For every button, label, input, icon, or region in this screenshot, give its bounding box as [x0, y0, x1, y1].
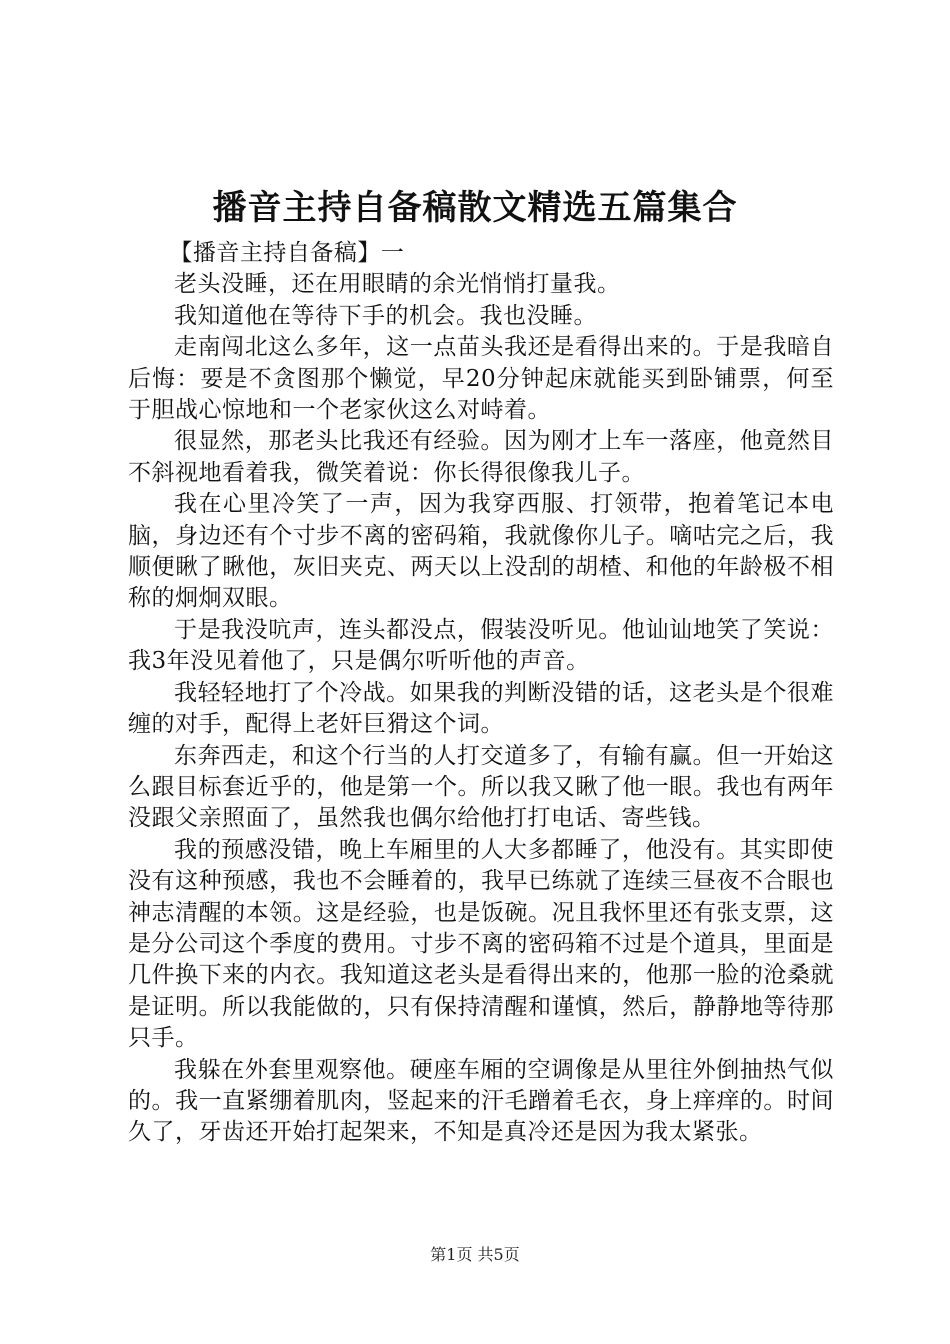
paragraph: 我在心里冷笑了一声，因为我穿西服、打领带，抱着笔记本电脑，身边还有个寸步不离的密码箱，我就像你儿子。嘀咕完之后，我顺便瞅了瞅他，灰旧夹克、两天以上没刮的胡楂、和他的年龄极不相称的炯炯双眼。 [128, 491, 834, 612]
paragraph: 我轻轻地打了个冷战。如果我的判断没错的话，这老头是个很难缠的对手，配得上老奸巨猾这个词。 [128, 679, 834, 738]
paragraph: 东奔西走，和这个行当的人打交道多了，有输有赢。但一开始这么跟目标套近乎的，他是第一个。所以我又瞅了他一眼。我也有两年没跟父亲照面了，虽然我也偶尔给他打打电话、寄些钱。 [128, 742, 834, 832]
section-label: 【播音主持自备稿】一 [169, 240, 405, 266]
document-title: 播音主持自备稿散文精选五篇集合 [212, 188, 738, 228]
page-footer [0, 1243, 950, 1267]
paragraph: 我知道他在等待下手的机会。我也没睡。 [174, 302, 597, 329]
paragraph: 我的预感没错，晚上车厢里的人大多都睡了，他没有。其实即使没有这种预感，我也不会睡着的，我早已练就了连续三昼夜不合眼也神志清醒的本领。这是经验，也是饭碗。况且我怀里还有张支票，这是分公司这个季度的费用。寸步不离的密码箱不过是个道具，里面是几件换下来的内衣。我知道这老头是看得出来的，他那一脸的沧桑就是证明。所以我能做的，只有保持清醒和谨慎，然后，静静地等待那只手。 [128, 836, 834, 1052]
paragraph: 很显然，那老头比我还有经验。因为刚才上车一落座，他竟然目不斜视地看着我，微笑着说：你长得很像我儿子。 [128, 428, 834, 486]
document-body [128, 238, 834, 1149]
paragraph: 于是我没吭声，连头都没点，假装没听见。他讪讪地笑了笑说：我3年没见着他了，只是偶尔听听他的声音。 [128, 616, 834, 675]
page-indicator: 第1页 共5页 [430, 1245, 520, 1264]
paragraph: 走南闯北这么多年，这一点苗头我还是看得出来的。于是我暗自后悔：要是不贪图那个懒觉，早20分钟起床就能买到卧铺票，何至于胆战心惊地和一个老家伙这么对峙着。 [128, 334, 834, 424]
paragraph: 我躲在外套里观察他。硬座车厢的空调像是从里往外倒抽热气似的。我一直紧绷着肌肉，竖起来的汗毛蹭着毛衣，身上痒痒的。时间久了，牙齿还开始打起架来，不知是真冷还是因为我太紧张。 [128, 1056, 834, 1146]
paragraph: 老头没睡，还在用眼睛的余光悄悄打量我。 [174, 271, 621, 298]
